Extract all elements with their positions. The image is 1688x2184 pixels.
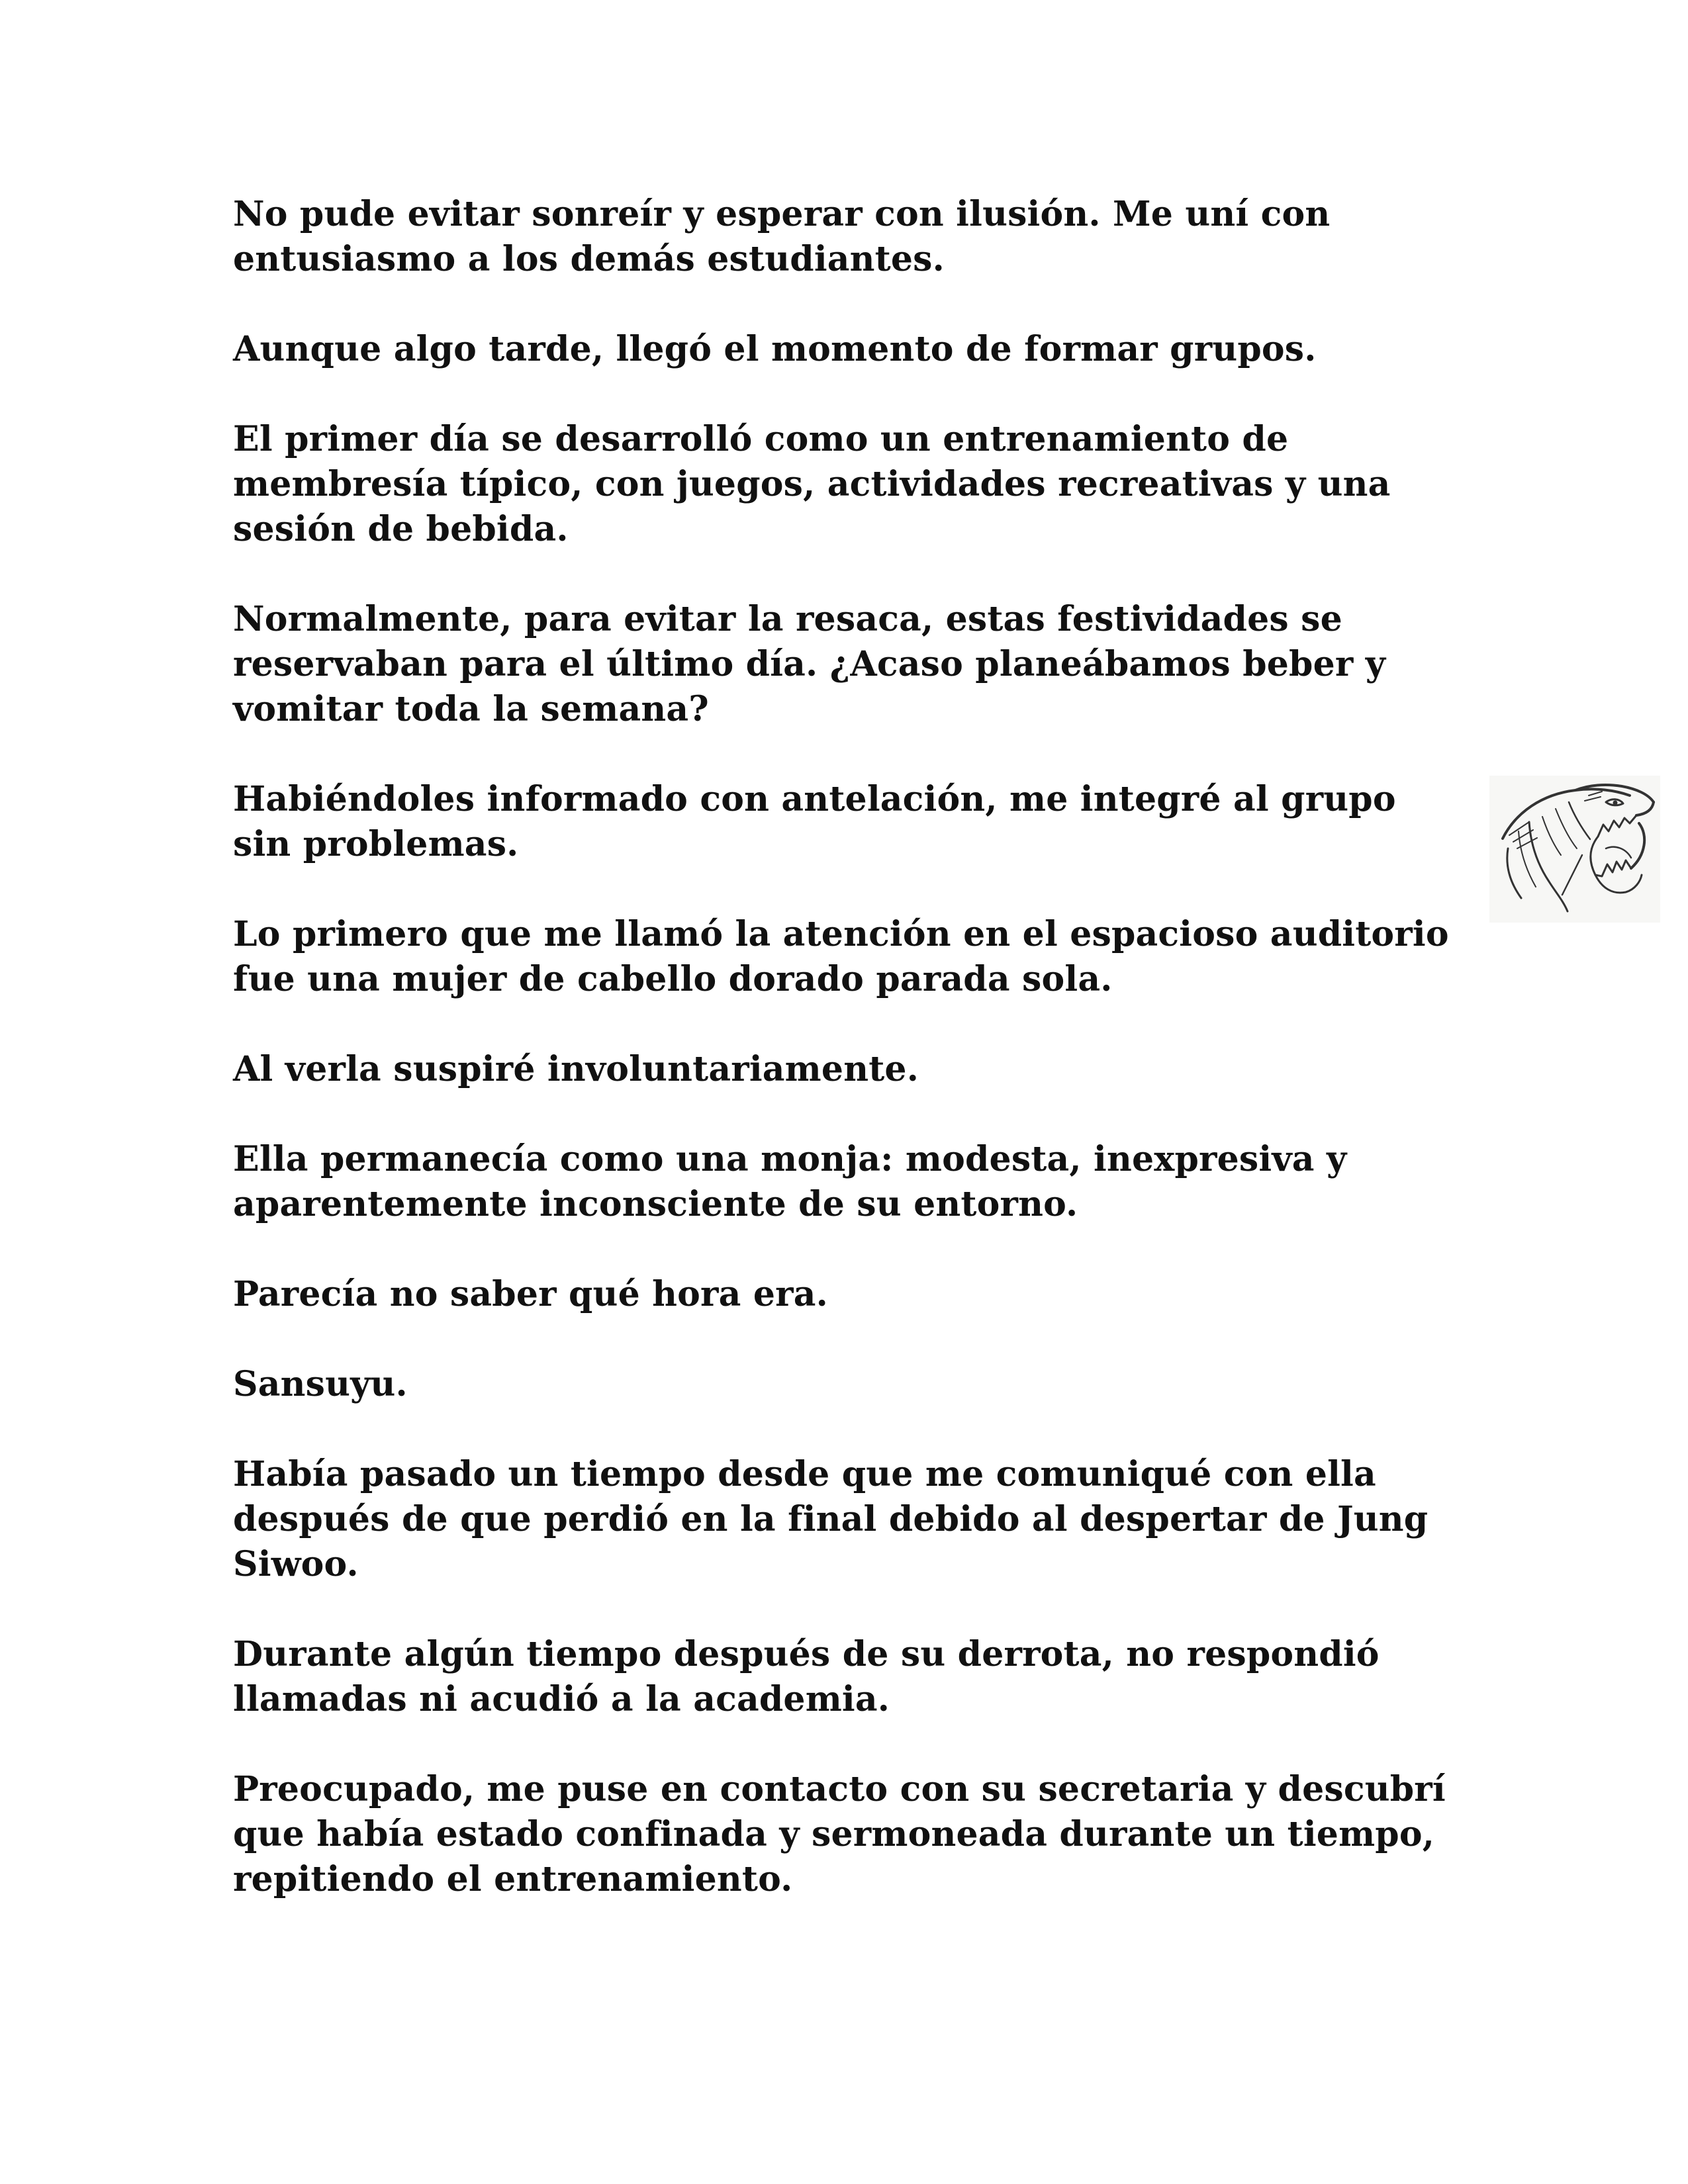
dinosaur-head-sketch-icon: [1489, 776, 1660, 923]
body-text: [233, 192, 1464, 1947]
paragraph: Aunque algo tarde, llegó el momento de formar grupos.: [233, 329, 1317, 369]
paragraph: Parecía no saber qué hora era.: [233, 1274, 828, 1314]
paragraph: Preocupado, me puse en contacto con su secretaria y descubrí que había estado confinada y sermoneada durante un tiempo, repitiendo el entrenamiento.: [233, 1769, 1446, 1899]
paragraph: Durante algún tiempo después de su derrota, no respondió llamadas ni acudió a la academia.: [233, 1634, 1380, 1719]
paragraph: El primer día se desarrolló como un entrenamiento de membresía típico, con juegos, actividades recreativas y una sesión de bebida.: [233, 419, 1391, 549]
paragraph: Al verla suspiré involuntariamente.: [233, 1049, 919, 1089]
paragraph: No pude evitar sonreír y esperar con ilusión. Me uní con entusiasmo a los demás estudiantes.: [233, 194, 1331, 279]
paragraph: Había pasado un tiempo desde que me comuniqué con ella después de que perdió en la final debido al despertar de Jung Siwoo.: [233, 1454, 1429, 1584]
paragraph: Normalmente, para evitar la resaca, estas festividades se reservaban para el último día. ¿Acaso planeábamos beber y vomitar toda la semana?: [233, 599, 1386, 729]
paragraph: Habiéndoles informado con antelación, me integré al grupo sin problemas.: [233, 779, 1396, 864]
paragraph: Lo primero que me llamó la atención en el espacioso auditorio fue una mujer de cabello dorado parada sola.: [233, 914, 1449, 999]
paragraph: Ella permanecía como una monja: modesta, inexpresiva y aparentemente inconsciente de su entorno.: [233, 1139, 1347, 1224]
paragraph: Sansuyu.: [233, 1364, 408, 1404]
